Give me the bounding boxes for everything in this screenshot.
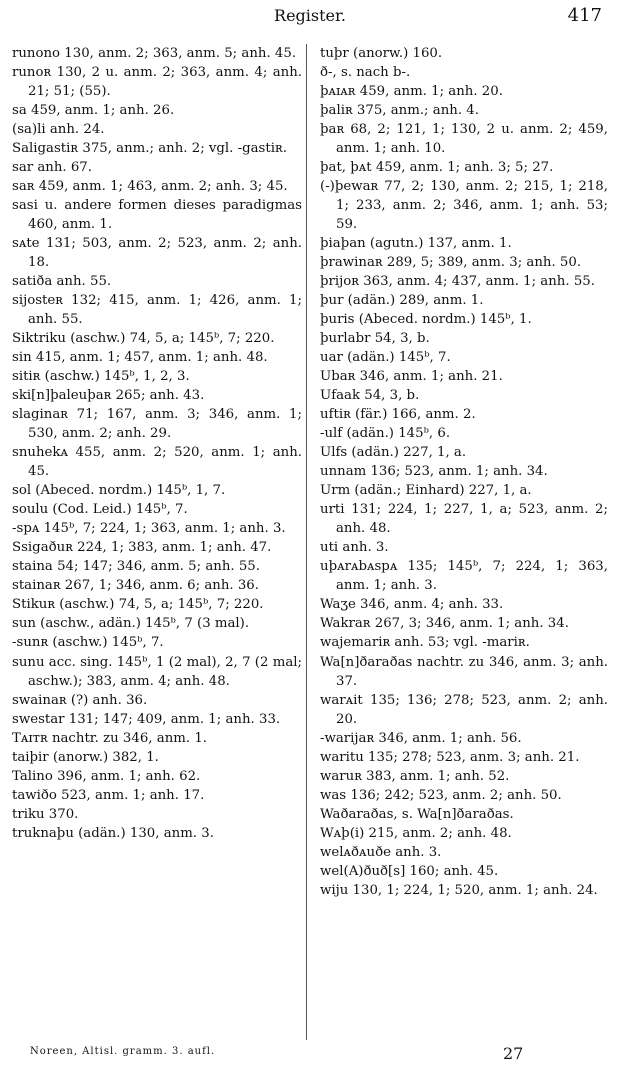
index-entry: wiju 130, 1; 224, 1; 520, anm. 1; anh. 24. bbox=[320, 882, 598, 898]
index-entry: tuþr (anorw.) 160. bbox=[320, 46, 443, 61]
index-entry: urti 131; 224, 1; 227, 1, a; 523, anm. 2; anh. 48. bbox=[320, 502, 608, 537]
index-entry: taiþir (anorw.) 382, 1. bbox=[12, 749, 159, 765]
index-entry: ski[n]þaleuþaʀ 265; anh. 43. bbox=[12, 388, 205, 404]
index-entry: saʀ 459, anm. 1; 463, anm. 2; anh. 3; 45. bbox=[12, 179, 288, 195]
index-entry: þat, þᴀt 459, anm. 1; anh. 3; 5; 27. bbox=[320, 160, 554, 176]
index-entry: truknaþu (adän.) 130, anm. 3. bbox=[12, 825, 214, 841]
index-entry: welᴀðᴀuðe anh. 3. bbox=[320, 844, 442, 860]
page-number: 417 bbox=[567, 5, 602, 26]
index-entry: Talino 396, anm. 1; anh. 62. bbox=[12, 768, 201, 784]
right-column bbox=[320, 44, 608, 900]
index-entry: Wa[n]ðaraðas nachtr. zu 346, anm. 3; anh. 37. bbox=[320, 654, 608, 689]
index-entry: -spᴀ 145ᵇ, 7; 224, 1; 363, anm. 1; anh. 3. bbox=[12, 521, 286, 537]
page-header bbox=[0, 6, 620, 30]
index-entry: Ssigaðuʀ 224, 1; 383, anm. 1; anh. 47. bbox=[12, 540, 272, 556]
index-entry: triku 370. bbox=[12, 806, 79, 822]
footer-imprint: Noreen, Altisl. gramm. 3. aufl. bbox=[30, 1046, 216, 1057]
index-entry: Saligastiʀ 375, anm.; anh. 2; vgl. -gastiʀ. bbox=[12, 141, 287, 157]
index-entry: Urm (adän.; Einhard) 227, 1, a. bbox=[320, 483, 532, 499]
left-column bbox=[12, 44, 302, 843]
index-entry: wajemariʀ anh. 53; vgl. -mariʀ. bbox=[320, 635, 530, 651]
index-entry: satiða anh. 55. bbox=[12, 274, 112, 290]
index-entry: -sunʀ (aschw.) 145ᵇ, 7. bbox=[12, 635, 164, 651]
index-entry: Ubaʀ 346, anm. 1; anh. 21. bbox=[320, 369, 503, 385]
index-entry: waritu 135; 278; 523, anm. 3; anh. 21. bbox=[320, 749, 580, 765]
index-entry: ð-, s. nach b-. bbox=[320, 65, 411, 81]
index-entry: Stikuʀ (aschw.) 74, 5, a; 145ᵇ, 7; 220. bbox=[12, 597, 264, 613]
index-entry: swainaʀ (?) anh. 36. bbox=[12, 692, 148, 708]
index-entry: sunu acc. sing. 145ᵇ, 1 (2 mal), 2, 7 (2 mal; aschw.); 383, anm. 4; anh. 48. bbox=[12, 654, 302, 689]
index-entry: runono 130, anm. 2; 363, anm. 5; anh. 45. bbox=[12, 46, 297, 61]
index-entry: þuris (Abeced. nordm.) 145ᵇ, 1. bbox=[320, 312, 532, 328]
index-entry: snuhekᴀ 455, anm. 2; 520, anm. 1; anh. 45. bbox=[12, 445, 302, 480]
index-entry: þiaþan (agutn.) 137, anm. 1. bbox=[320, 236, 512, 252]
index-entry: stainaʀ 267, 1; 346, anm. 6; anh. 36. bbox=[12, 578, 259, 594]
index-entry: sar anh. 67. bbox=[12, 160, 92, 176]
index-entry: sasi u. andere formen dieses paradigmas 460, anm. 1. bbox=[12, 198, 302, 233]
index-entry: Ufaak 54, 3, b. bbox=[320, 388, 420, 404]
index-entry: was 136; 242; 523, anm. 2; anh. 50. bbox=[320, 787, 562, 803]
index-entry: Waʒe 346, anm. 4; anh. 33. bbox=[320, 597, 504, 613]
index-entry: sol (Abeced. nordm.) 145ᵇ, 1, 7. bbox=[12, 483, 226, 499]
index-entry: sijosteʀ 132; 415, anm. 1; 426, anm. 1; anh. 55. bbox=[12, 293, 302, 328]
index-entry: þaliʀ 375, anm.; anh. 4. bbox=[320, 103, 479, 119]
index-entry: Waðaraðas, s. Wa[n]ðaraðas. bbox=[320, 806, 514, 822]
index-entry: þaʀ 68, 2; 121, 1; 130, 2 u. anm. 2; 459, anm. 1; anh. 10. bbox=[320, 122, 608, 157]
index-entry: (sa)li anh. 24. bbox=[12, 122, 105, 138]
index-entry: uþᴀrᴀbᴀspᴀ 135; 145ᵇ, 7; 224, 1; 363, anm. 1; anh. 3. bbox=[320, 559, 608, 594]
index-entry: (-)þewaʀ 77, 2; 130, anm. 2; 215, 1; 218, 1; 233, anm. 2; 346, anm. 1; anh. 53; 59. bbox=[320, 179, 608, 233]
index-entry: -warijaʀ 346, anm. 1; anh. 56. bbox=[320, 730, 522, 746]
index-entry: uti anh. 3. bbox=[320, 540, 389, 556]
index-entry: -ulf (adän.) 145ᵇ, 6. bbox=[320, 426, 451, 442]
index-entry: þurlabr 54, 3, b. bbox=[320, 331, 430, 347]
index-entry: waruʀ 383, anm. 1; anh. 52. bbox=[320, 768, 510, 784]
signature-mark: 27 bbox=[503, 1044, 524, 1063]
index-entry: Tᴀɪᴛʀ nachtr. zu 346, anm. 1. bbox=[12, 730, 208, 746]
index-entry: sa 459, anm. 1; anh. 26. bbox=[12, 103, 175, 119]
running-title: Register. bbox=[274, 6, 346, 25]
index-entry: staina 54; 147; 346, anm. 5; anh. 55. bbox=[12, 559, 260, 575]
index-entry: Siktriku (aschw.) 74, 5, a; 145ᵇ, 7; 220. bbox=[12, 331, 275, 347]
index-entry: soulu (Cod. Leid.) 145ᵇ, 7. bbox=[12, 502, 188, 518]
index-entry: slaginaʀ 71; 167, anm. 3; 346, anm. 1; 530, anm. 2; anh. 29. bbox=[12, 407, 302, 442]
index-entry: þᴀɪᴀʀ 459, anm. 1; anh. 20. bbox=[320, 84, 503, 100]
column-divider bbox=[306, 44, 307, 1040]
index-entry: sitiʀ (aschw.) 145ᵇ, 1, 2, 3. bbox=[12, 369, 190, 385]
index-entry: unnam 136; 523, anm. 1; anh. 34. bbox=[320, 464, 548, 480]
index-entry: þrawinaʀ 289, 5; 389, anm. 3; anh. 50. bbox=[320, 255, 582, 271]
index-entry: warᴀit 135; 136; 278; 523, anm. 2; anh. 20. bbox=[320, 692, 608, 727]
index-entry: wel(A)ðuð[s] 160; anh. 45. bbox=[320, 863, 499, 879]
index-entry: sun (aschw., adän.) 145ᵇ, 7 (3 mal). bbox=[12, 616, 250, 632]
index-entry: uar (adän.) 145ᵇ, 7. bbox=[320, 350, 451, 366]
index-entry: uftiʀ (fär.) 166, anm. 2. bbox=[320, 407, 476, 423]
index-entry: sᴀte 131; 503, anm. 2; 523, anm. 2; anh. 18. bbox=[12, 236, 302, 271]
index-entry: þrijoʀ 363, anm. 4; 437, anm. 1; anh. 55. bbox=[320, 274, 595, 290]
index-entry: Wakraʀ 267, 3; 346, anm. 1; anh. 34. bbox=[320, 616, 569, 632]
index-entry: Ulfs (adän.) 227, 1, a. bbox=[320, 445, 467, 461]
index-entry: sin 415, anm. 1; 457, anm. 1; anh. 48. bbox=[12, 350, 268, 366]
index-entry: tawiðo 523, anm. 1; anh. 17. bbox=[12, 787, 205, 803]
index-entry: þur (adän.) 289, anm. 1. bbox=[320, 293, 484, 309]
index-entry: swestar 131; 147; 409, anm. 1; anh. 33. bbox=[12, 711, 281, 727]
index-entry: Wᴀþ(i) 215, anm. 2; anh. 48. bbox=[320, 825, 512, 841]
index-entry: runoʀ 130, 2 u. anm. 2; 363, anm. 4; anh. 21; 51; (55). bbox=[12, 65, 302, 100]
